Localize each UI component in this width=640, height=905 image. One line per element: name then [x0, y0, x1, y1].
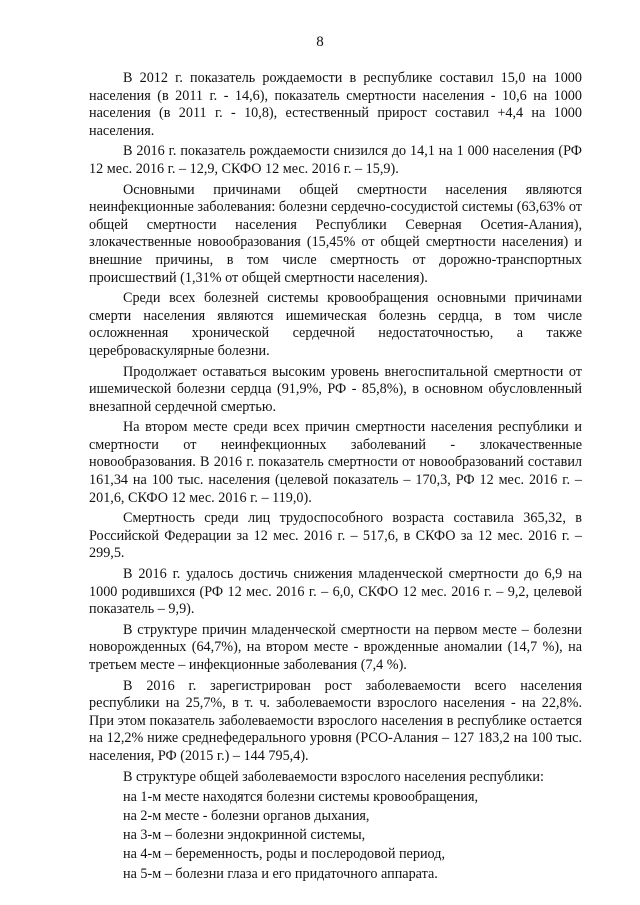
document-body [89, 70, 582, 885]
list-item: на 5-м – болезни глаза и его придаточного аппарата. [123, 865, 438, 882]
paragraph: В 2016 г. удалось достичь снижения младенческой смертности до 6,9 на 1000 родившихся (РФ 12 мес. 2016 г. – 6,0, СКФО 12 мес. 2016 г. – 9,2, целевой показатель – 9,9). [89, 566, 582, 618]
list-item: на 2-м месте - болезни органов дыхания, [123, 808, 370, 825]
paragraph: Основными причинами общей смертности населения являются неинфекционные заболевания: болезни сердечно-сосудистой системы (63,63% от общей смертности населения Республики Северная Осетия-Алания), злокачественные новообразования (15,45% от общей смертности населения) и внешние причины, в том числе смертность от дорожно-транспортных происшествий (1,31% от общей смертности населения). [89, 181, 582, 286]
paragraph: В 2012 г. показатель рождаемости в республике составил 15,0 на 1000 населения (в 2011 г. - 14,6), показатель смертности населения - 10,6 на 1000 населения (в 2011 г. - 10,8), естественный прирост составил +4,4 на 1000 населения. [89, 70, 582, 139]
paragraph: Смертность среди лиц трудоспособного возраста составила 365,32, в Российской Федерации за 12 мес. 2016 г. – 517,6, в СКФО за 12 мес. 2016 г. – 299,5. [89, 510, 582, 562]
paragraph: Продолжает оставаться высоким уровень внегоспитальной смертности от ишемической болезни сердца (91,9%, РФ - 85,8%), в основном обусловленный внезапной сердечной смертью. [89, 363, 582, 415]
list-item: на 1-м месте находятся болезни системы кровообращения, [123, 789, 479, 806]
list-item: на 3-м – болезни эндокринной системы, [123, 827, 366, 844]
list-item: на 4-м – беременность, роды и послеродовой период, [123, 846, 445, 863]
paragraph: Среди всех болезней системы кровообращения основными причинами смерти населения являются ишемическая болезнь сердца, в том числе осложненная хронической сердечной недостаточностью, а также цереброваскулярные болезни. [89, 290, 582, 359]
paragraph: На втором месте среди всех причин смертности населения республики и смертности от неинфекционных заболеваний - злокачественные новообразования. В 2016 г. показатель смертности от новообразований составил 161,34 на 100 тыс. населения (целевой показатель – 170,3, РФ 12 мес. 2016 г. – 201,6, СКФО 12 мес. 2016 г. – 119,0). [89, 419, 582, 506]
paragraph: В 2016 г. зарегистрирован рост заболеваемости всего населения республики на 25,7%, в т. ч. заболеваемости взрослого населения - на 22,8%. При этом показатель заболеваемости взрослого населения в республике остается на 12,2% ниже среднефедерального уровня (РСО-Алания – 127 183,2 на 100 тыс. населения, РФ (2015 г.) – 144 795,4). [89, 677, 582, 764]
page-number: 8 [316, 34, 324, 50]
paragraph: В структуре причин младенческой смертности на первом месте – болезни новорожденных (64,7%), на втором месте - врожденные аномалии (14,7 %), на третьем месте – инфекционные заболевания (7,4 %). [89, 621, 582, 673]
morbidity-structure-list [89, 789, 582, 883]
paragraph: В структуре общей заболеваемости взрослого населения республики: [123, 768, 544, 785]
paragraph: В 2016 г. показатель рождаемости снизился до 14,1 на 1 000 населения (РФ 12 мес. 2016 г. – 12,9, СКФО 12 мес. 2016 г. – 15,9). [89, 143, 582, 177]
